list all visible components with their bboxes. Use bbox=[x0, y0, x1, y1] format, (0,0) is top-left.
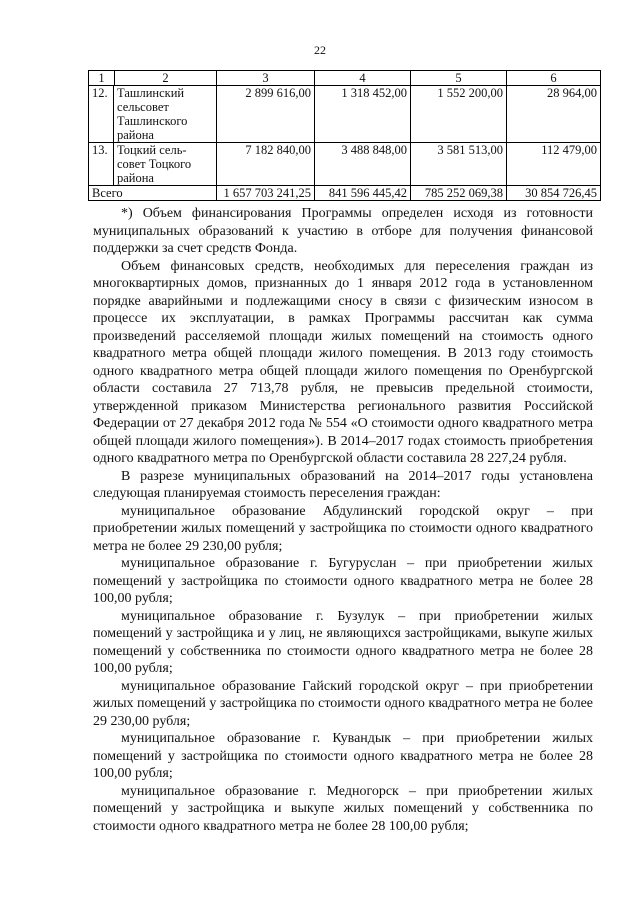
table-cell: 112 479,00 bbox=[507, 143, 601, 186]
paragraph: В разрезе муниципальных образований на 2014–2017 годы установлена следующая планируемая стоимость переселения граждан: bbox=[93, 468, 593, 501]
total-cell: 841 596 445,42 bbox=[315, 186, 411, 201]
table-header-cell: 5 bbox=[411, 71, 507, 86]
paragraph: Объем финансовых средств, необходимых для переселения граждан из многоквартирных домов, признанных до 1 января 2012 года в установленном порядке аварийными и подлежащими сносу в связи с физическим износом в процессе их эксплуатации, в рамках Программы рассчитан как сумма произведений расселяемой площади жилых помещений на стоимость одного квадратного метра общей площади жилого помещения. В 2013 году стоимость одного квадратного метра общей площади жилого помещения по Оренбургской области составила 27 713,78 рубля, не превысив предельной стоимости, утвержденной приказом Министерства регионального развития Российской Федерации от 27 декабря 2012 года № 554 «О стоимости одного квадратного метра общей площади жилого помещения»). В 2014–2017 годах стоимость приобретения одного квадратного метра по Оренбургской области составила 28 227,24 рубля. bbox=[93, 258, 593, 466]
row-number: 12. bbox=[89, 86, 114, 143]
municipality-name: Ташлинский сельсовет Ташлинского района bbox=[114, 86, 217, 143]
financing-table bbox=[88, 70, 601, 201]
table-header-row bbox=[89, 71, 601, 86]
table-row bbox=[89, 86, 601, 143]
total-label: Всего bbox=[89, 186, 217, 201]
list-item: муниципальное образование Гайский городской округ – при приобретении жилых помещений у застройщика по стоимости одного квадратного метра не более 29 230,00 рубля; bbox=[93, 678, 593, 729]
table-header-cell: 6 bbox=[507, 71, 601, 86]
list-item: муниципальное образование г. Бугуруслан – при приобретении жилых помещений у застройщика по стоимости одного квадратного метра не более 28 100,00 рубля; bbox=[93, 556, 593, 606]
total-cell: 1 657 703 241,25 bbox=[217, 186, 315, 201]
table-total-row bbox=[89, 186, 601, 201]
list-item: муниципальное образование г. Медногорск – при приобретении жилых помещений у застройщика и выкупе жилых помещений у собственника по стоимости одного квадратного метра не более 28 100,00 рубля; bbox=[93, 783, 593, 834]
table-header-cell bbox=[89, 71, 217, 86]
table-cell: 2 899 616,00 bbox=[217, 86, 315, 143]
table-cell: 1 318 452,00 bbox=[315, 86, 411, 143]
table-cell: 3 581 513,00 bbox=[411, 143, 507, 186]
list-item: муниципальное образование г. Бузулук – при приобретении жилых помещений у застройщика и у лиц, не являющихся застройщиками, выкупе жилых помещений у собственника по стоимости одного квадратного метра не более 28 100,00 рубля; bbox=[93, 608, 593, 676]
table-cell: 28 964,00 bbox=[507, 86, 601, 143]
list-item: муниципальное образование Абдулинский городской округ – при приобретении жилых помещений у застройщика по стоимости одного квадратного метра не более 29 230,00 рубля; bbox=[93, 503, 593, 554]
footnote-paragraph: *) Объем финансирования Программы определен исходя из готовности муниципальных образований к участию в отборе для получения финансовой поддержки за счет средств Фонда. bbox=[93, 206, 593, 256]
table-header-cell: 3 bbox=[217, 71, 315, 86]
list-item: муниципальное образование г. Кувандык – при приобретении жилых помещений у застройщика по стоимости одного квадратного метра не более 28 100,00 рубля; bbox=[93, 731, 593, 781]
page-number: 22 bbox=[314, 43, 326, 57]
table-header-cell: 1 bbox=[89, 71, 115, 85]
table-header-cell: 4 bbox=[315, 71, 411, 86]
table-cell: 7 182 840,00 bbox=[217, 143, 315, 186]
table-header-cell: 2 bbox=[162, 71, 169, 85]
table-row bbox=[89, 143, 601, 186]
body-text bbox=[93, 205, 593, 835]
table-cell: 3 488 848,00 bbox=[315, 143, 411, 186]
table-cell: 1 552 200,00 bbox=[411, 86, 507, 143]
total-cell: 30 854 726,45 bbox=[507, 186, 601, 201]
row-number: 13. bbox=[89, 143, 114, 186]
total-cell: 785 252 069,38 bbox=[411, 186, 507, 201]
municipality-name: Тоцкий сель-совет Тоцкого района bbox=[114, 143, 217, 186]
